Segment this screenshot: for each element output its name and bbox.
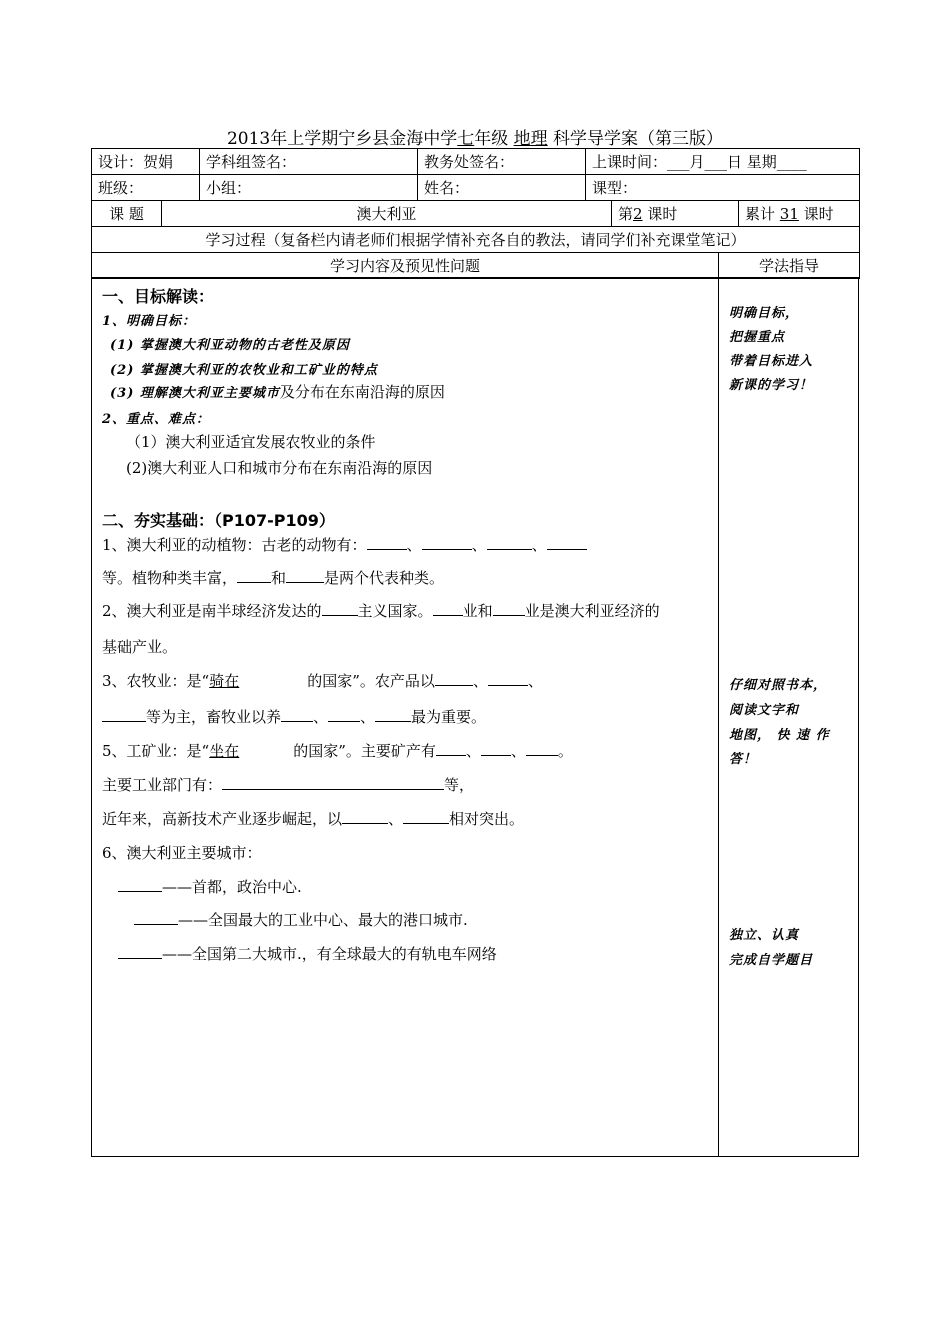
question-3a — [102, 670, 543, 691]
answer-blank[interactable] — [436, 741, 466, 756]
guidance-note-1: 明确目标， — [729, 306, 800, 321]
answer-blank[interactable] — [403, 809, 449, 824]
separator: 、 — [388, 810, 404, 828]
goal-text-plain: 及分布在东南沿海的原因 — [279, 383, 445, 401]
answer-blank[interactable] — [281, 707, 313, 722]
text-segment: 3、农牧业：是“ — [102, 672, 210, 690]
title-grade-suffix: 年级 — [474, 129, 509, 149]
topic-label: 课 题 — [92, 201, 162, 227]
question-2b: 基础产业。 — [102, 638, 178, 656]
separator: 、 — [510, 742, 526, 760]
method-column-header: 学法指导 — [719, 253, 860, 279]
total-prefix: 累计 — [745, 205, 776, 223]
main-body — [91, 277, 859, 1157]
info-table — [91, 148, 860, 201]
total-lesson-cell — [739, 201, 860, 227]
section1-heading: 一、目标解读： — [102, 287, 215, 306]
city-desc: ——全国第二大城市.，有全球最大的有轨电车网络 — [162, 945, 497, 963]
key-points-label: 2、重点、难点： — [102, 412, 211, 427]
city-largest — [134, 909, 468, 930]
answer-blank[interactable] — [328, 707, 360, 722]
guidance-note-3: 完成自学题目 — [729, 953, 814, 968]
process-note: 学习过程（复备栏内请老师们根据学情补充各自的教法，请同学们补充课堂笔记） — [92, 227, 860, 253]
fill-in-riding[interactable] — [209, 670, 307, 691]
text-segment: 近年来，高新技术产业逐步崛起，以 — [102, 810, 343, 828]
text-segment: 相对突出。 — [449, 810, 525, 828]
answer-blank[interactable] — [547, 535, 587, 550]
key-point-item: (2)澳大利亚人口和城市分布在东南沿海的原因 — [126, 459, 433, 477]
answer-blank[interactable] — [493, 601, 525, 616]
title-subject: 地理 — [513, 129, 548, 149]
lesson-type-cell: 课型： — [586, 175, 860, 201]
section2-heading: 二、夯实基础：（P107-P109） — [102, 511, 335, 530]
lesson-number: 2 — [633, 205, 643, 223]
lesson-suffix: 课时 — [647, 205, 678, 223]
guidance-note-1: 把握重点 — [729, 330, 786, 345]
answer-blank[interactable] — [526, 741, 558, 756]
answer-blank[interactable] — [342, 809, 388, 824]
topic-row — [92, 201, 860, 227]
separator: 、 — [527, 672, 543, 690]
question-1a — [102, 534, 587, 555]
goal-text-stylized: (3) 理解澳大利亚主要城市 — [110, 386, 280, 401]
answer-blank[interactable] — [118, 944, 162, 959]
separator: 。 — [557, 742, 573, 760]
lesson-number-cell — [612, 201, 739, 227]
answer-blank[interactable] — [435, 671, 473, 686]
answer-blank[interactable] — [481, 741, 511, 756]
title-school: 2013年上学期宁乡县金海中学 — [226, 129, 458, 149]
text-segment: 等。植物种类丰富， — [102, 569, 238, 587]
separator: 、 — [472, 672, 488, 690]
text-segment: 等为主，畜牧业以养 — [146, 708, 282, 726]
key-point-item: （1）澳大利亚适宜发展农牧业的条件 — [126, 433, 376, 451]
text-segment: 是两个代表种类。 — [324, 569, 445, 587]
separator: 、 — [531, 536, 547, 554]
fill-text: 骑在 — [209, 672, 240, 690]
question-2a — [102, 600, 660, 621]
separator: 、 — [360, 708, 376, 726]
text-segment: 主义国家。 — [357, 602, 433, 620]
guidance-note-1: 新课的学习！ — [729, 378, 814, 393]
method-guidance — [719, 278, 858, 1156]
guidance-note-2: 地图， 快 速 作 — [729, 728, 830, 743]
guidance-note-1: 带着目标进入 — [729, 354, 814, 369]
content-column-header: 学习内容及预见性问题 — [92, 253, 719, 279]
text-segment: 最为重要。 — [411, 708, 487, 726]
question-5a — [102, 740, 573, 761]
designer-cell: 设计：贺娟 — [92, 149, 200, 175]
city-desc: ——首都，政治中心. — [162, 878, 302, 896]
text-segment: 的国家”。主要矿产有 — [293, 742, 436, 760]
question-1b — [102, 567, 444, 588]
answer-blank[interactable] — [222, 775, 444, 790]
answer-blank[interactable] — [286, 568, 324, 583]
question-3b — [102, 706, 486, 727]
guidance-note-2: 答！ — [729, 752, 758, 767]
question-5c — [102, 808, 524, 829]
goal-item: (1) 掌握澳大利亚动物的古老性及原因 — [110, 338, 350, 353]
text-segment: 和 — [271, 569, 287, 587]
separator: 、 — [406, 536, 422, 554]
separator: 、 — [465, 742, 481, 760]
total-suffix: 课时 — [803, 205, 834, 223]
answer-blank[interactable] — [367, 535, 407, 550]
answer-blank[interactable] — [487, 535, 532, 550]
answer-blank[interactable] — [237, 568, 271, 583]
text-segment: 业是澳大利亚经济的 — [524, 602, 660, 620]
info-row-student — [92, 175, 860, 201]
city-desc: ——全国最大的工业中心、最大的港口城市. — [178, 911, 468, 929]
text-segment: 5、工矿业：是“ — [102, 742, 210, 760]
question-5b — [102, 774, 474, 795]
document-title — [0, 124, 950, 149]
goal-item — [110, 381, 445, 402]
guidance-note-2: 仔细对照书本， — [729, 678, 828, 693]
process-table — [91, 226, 860, 253]
text-segment: 2、澳大利亚是南半球经济发达的 — [102, 602, 322, 620]
fill-text: 坐在 — [209, 742, 240, 760]
fill-in-sitting[interactable] — [209, 740, 293, 761]
city-capital — [118, 876, 302, 897]
topic-table — [91, 200, 860, 227]
guidance-note-2: 阅读文字和 — [729, 703, 800, 718]
answer-blank[interactable] — [422, 535, 472, 550]
separator: 、 — [471, 536, 487, 554]
separator: 、 — [313, 708, 329, 726]
text-segment: 主要工业部门有： — [102, 776, 223, 794]
column-header-table — [91, 252, 860, 279]
answer-blank[interactable] — [488, 671, 528, 686]
answer-blank[interactable] — [134, 910, 178, 925]
title-grade: 七 — [457, 129, 475, 149]
group-sign-cell: 学科组签名： — [200, 149, 418, 175]
column-header-row — [92, 253, 860, 279]
process-row — [92, 227, 860, 253]
info-row-teacher — [92, 149, 860, 175]
class-time-cell: 上课时间：___月___日 星期____ — [586, 149, 860, 175]
answer-blank[interactable] — [433, 601, 463, 616]
guidance-note-3: 独立、认真 — [729, 928, 800, 943]
name-cell: 姓名： — [418, 175, 586, 201]
answer-blank[interactable] — [118, 877, 162, 892]
team-cell: 小组： — [200, 175, 418, 201]
answer-blank[interactable] — [322, 601, 358, 616]
office-sign-cell: 教务处签名： — [418, 149, 586, 175]
total-number: 31 — [779, 205, 799, 223]
topic-value: 澳大利亚 — [162, 201, 612, 227]
goal-item: (2) 掌握澳大利亚的农牧业和工矿业的特点 — [110, 363, 378, 378]
class-cell: 班级： — [92, 175, 200, 201]
title-suffix: 科学导学案（第三版） — [553, 129, 724, 149]
city-second — [118, 943, 497, 964]
text-segment: 等， — [444, 776, 475, 794]
question-6: 6、澳大利亚主要城市： — [102, 844, 262, 862]
goals-label: 1、明确目标： — [102, 314, 197, 329]
answer-blank[interactable] — [102, 707, 146, 722]
text-segment: 业和 — [462, 602, 493, 620]
answer-blank[interactable] — [375, 707, 411, 722]
question-1-text: 1、澳大利亚的动植物：古老的动物有： — [102, 536, 367, 554]
text-segment: 的国家”。农产品以 — [307, 672, 435, 690]
learning-content — [92, 278, 718, 1156]
lesson-prefix: 第 — [618, 205, 634, 223]
